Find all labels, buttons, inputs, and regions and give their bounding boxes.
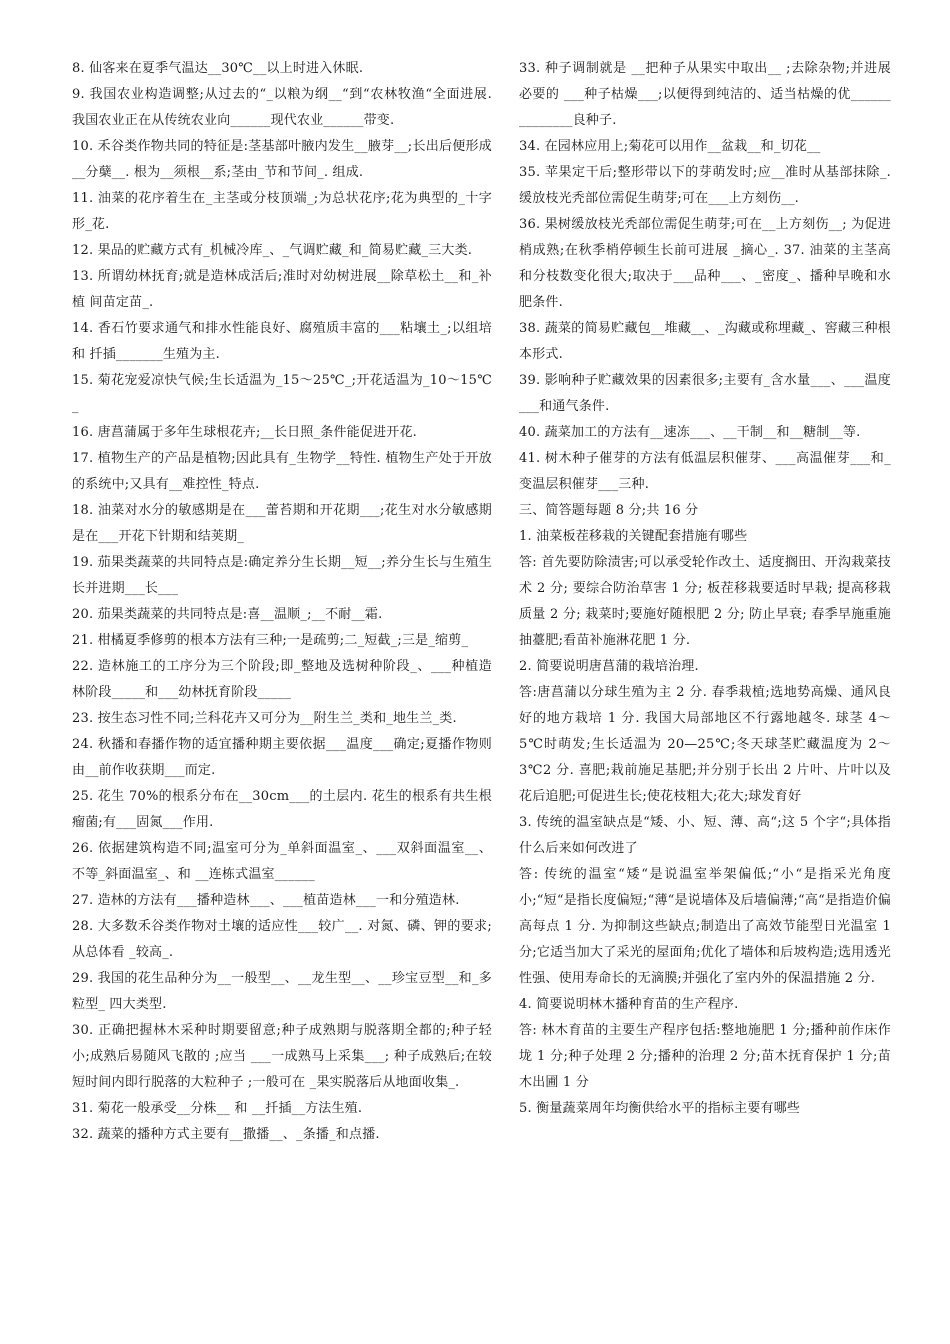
right-column	[519, 56, 891, 1122]
fill-blank-item: 33. 种子调制就是 __把种子从果实中取出__ ;去除杂物;并进展必要的 ___种子枯燥___;以便得到纯洁的、适当枯燥的优______________良种子.	[519, 61, 891, 128]
question: 5. 衡量蔬菜周年均衡供给水平的指标主要有哪些	[519, 1101, 801, 1116]
fill-blank-item: 24. 秋播和春播作物的适宜播种期主要依据___温度___确定;夏播作物则由__前作收获期___而定.	[72, 737, 492, 778]
fill-blank-item: 31. 菊花一般承受__分株__ 和 __扦插__方法生殖.	[72, 1101, 363, 1116]
fill-blank-item: 36. 果树缓放枝光秃部位需促生萌芽;可在__上方刻伤__; 为促进梢成熟;在秋季梢停顿生长前可进展 _摘心_. 37. 油菜的主茎高和分枝数变化很大;取决于___品种___、_密度_、播种早晚和水肥条件.	[519, 217, 891, 310]
fill-blank-item: 18. 油菜对水分的敏感期是在___蕾苔期和开花期___;花生对水分敏感期是在___开花下针期和结荚期_	[72, 503, 492, 544]
question: 2. 简要说明唐菖蒲的栽培治理.	[519, 659, 699, 674]
fill-blank-item: 40. 蔬菜加工的方法有__速冻___、__干制__和__糖制__等.	[519, 425, 861, 440]
fill-blank-item: 39. 影响种子贮藏效果的因素很多;主要有_含水量___、___温度___和通气条件.	[519, 373, 891, 414]
fill-blank-item: 35. 苹果定干后;整形带以下的芽萌发时;应__准时从基部抹除_. 缓放枝光秃部位需促生萌芽;可在___上方刻伤__.	[519, 165, 891, 206]
fill-blank-item: 41. 树木种子催芽的方法有低温层积催芽、___高温催芽___和_变温层积催芽___三种.	[519, 451, 891, 492]
fill-blank-item: 26. 依据建筑构造不同;温室可分为_单斜面温室_、___双斜面温室__、不等_斜面温室_、和 __连栋式温室______	[72, 841, 492, 882]
question: 1. 油菜板茬移栽的关键配套措施有哪些	[519, 529, 748, 544]
fill-blank-item: 23. 按生态习性不同;兰科花卉又可分为__附生兰_类和_地生兰_类.	[72, 711, 457, 726]
fill-blank-item: 38. 蔬菜的简易贮藏包__堆藏__、_沟藏或称埋藏_、窖藏三种根本形式.	[519, 321, 891, 362]
answer: 答: 林木育苗的主要生产程序包括:整地施肥 1 分;播种前作床作垅 1 分;种子处理 2 分;播种的治理 2 分;苗木抚育保护 1 分;苗木出圃 1 分	[519, 1023, 891, 1090]
fill-blank-item: 16. 唐菖蒲属于多年生球根花卉;__长日照_条件能促进开花.	[72, 425, 418, 440]
fill-blank-item: 15. 菊花宠爱凉快气候;生长适温为_15～25℃_;开花适温为_10～15℃_	[72, 373, 492, 414]
fill-blank-item: 14. 香石竹要求通气和排水性能良好、腐殖质丰富的___粘壤土_;以组培和 扦插_______生殖为主.	[72, 321, 492, 362]
fill-blank-item: 29. 我国的花生品种分为__一般型__、__龙生型__、__珍宝豆型__和_多粒型_ 四大类型.	[72, 971, 492, 1012]
question: 3. 传统的温室缺点是“矮、小、短、薄、高“;这 5 个字“;具体指什么后来如何改进了	[519, 815, 891, 856]
fill-blank-item: 8. 仙客来在夏季气温达__30℃__以上时进入休眠.	[72, 61, 364, 76]
fill-blank-item: 28. 大多数禾谷类作物对土壤的适应性___较广__. 对氮、磷、钾的要求;从总体看 _较高_.	[72, 919, 492, 960]
fill-blank-item: 17. 植物生产的产品是植物;因此具有_生物学__特性. 植物生产处于开放的系统中;又具有__难控性_特点.	[72, 451, 492, 492]
answer: 答: 传统的温室“矮“是说温室举架偏低;“小“是指采光角度小;“短“是指长度偏短;“薄“是说墙体及后墙偏薄;“高“是指造价偏高每点 1 分. 为抑制这些缺点;制造出了高效节能型日光温室 1 分;它适当加大了采光的屋面角;优化了墙体和后坡构造;选用透光性强、使用寿命长的无滴膜;并强化了室内外的保温措施 2 分.	[519, 867, 891, 986]
answer: 答:唐菖蒲以分球生殖为主 2 分. 春季栽植;选地势高燥、通风良好的地方栽培 1 分. 我国大局部地区不行露地越冬. 球茎 4～5℃时萌发;生长适温为 20—25℃;冬天球茎贮藏温度为 2～3℃2 分. 喜肥;栽前施足基肥;并分别于长出 2 片叶、片叶以及花后追肥;可促进生长;使花枝粗大;花大;球发育好	[519, 685, 891, 804]
fill-blank-item: 27. 造林的方法有___播种造林___、___植苗造林___一和分殖造林.	[72, 893, 460, 908]
fill-blank-item: 19. 茄果类蔬菜的共同特点是:确定养分生长期__短__;养分生长与生殖生长并进期___长___	[72, 555, 492, 596]
fill-blank-item: 25. 花生 70%的根系分布在__30cm___的土层内. 花生的根系有共生根瘤菌;有___固氮___作用.	[72, 789, 492, 830]
fill-blank-item: 12. 果品的贮藏方式有_机械冷库_、_气调贮藏_和_简易贮藏_三大类.	[72, 243, 473, 258]
fill-blank-item: 10. 禾谷类作物共同的特征是:茎基部叶腋内发生__腋芽__;长出后便形成__分蘖__. 根为__须根__系;茎由_节和节间_. 组成.	[72, 139, 492, 180]
fill-blank-item: 20. 茄果类蔬菜的共同特点是:喜__温顺_;__不耐__霜.	[72, 607, 383, 622]
section-heading: 三、简答题每题 8 分;共 16 分	[519, 503, 699, 518]
fill-blank-item: 13. 所谓幼林抚育;就是造林成活后;准时对幼树进展__除草松土__和_补植 间苗定苗_.	[72, 269, 492, 310]
left-column	[72, 56, 492, 1148]
fill-blank-item: 22. 造林施工的工序分为三个阶段;即_整地及选树种阶段_、___种植造林阶段_____和___幼林抚育阶段_____	[72, 659, 492, 700]
answer: 答: 首先要防除渍害;可以承受轮作改土、适度搁田、开沟栽菜技术 2 分; 要综合防治草害 1 分; 板茬移栽要适时早栽; 提高移栽质量 2 分; 栽菜时;要施好随根肥 2 分; 防止早衰; 春季早施重施抽薹肥;看苗补施淋花肥 1 分.	[519, 555, 891, 648]
fill-blank-item: 21. 柑橘夏季修剪的根本方法有三种;一是疏剪;二_短截_;三是_缩剪_	[72, 633, 469, 648]
fill-blank-item: 11. 油菜的花序着生在_主茎或分枝顶端_;为总状花序;花为典型的_十字形_花.	[72, 191, 492, 232]
question: 4. 简要说明林木播种育苗的生产程序.	[519, 997, 739, 1012]
fill-blank-item: 34. 在园林应用上;菊花可以用作__盆栽__和_切花__	[519, 139, 821, 154]
fill-blank-item: 9. 我国农业构造调整;从过去的“_以粮为纲__“到“农林牧渔“全面进展. 我国农业正在从传统农业向______现代农业______带变.	[72, 87, 492, 128]
fill-blank-item: 32. 蔬菜的播种方式主要有__撒播__、_条播_和点播.	[72, 1127, 380, 1142]
fill-blank-item: 30. 正确把握林木采种时期要留意;种子成熟期与脱落期全都的;种子轻小;成熟后易随风飞散的 ;应当 ___一成熟马上采集___; 种子成熟后;在较短时间内即行脱落的大粒种子 ;一般可在 _果实脱落后从地面收集_.	[72, 1023, 492, 1090]
